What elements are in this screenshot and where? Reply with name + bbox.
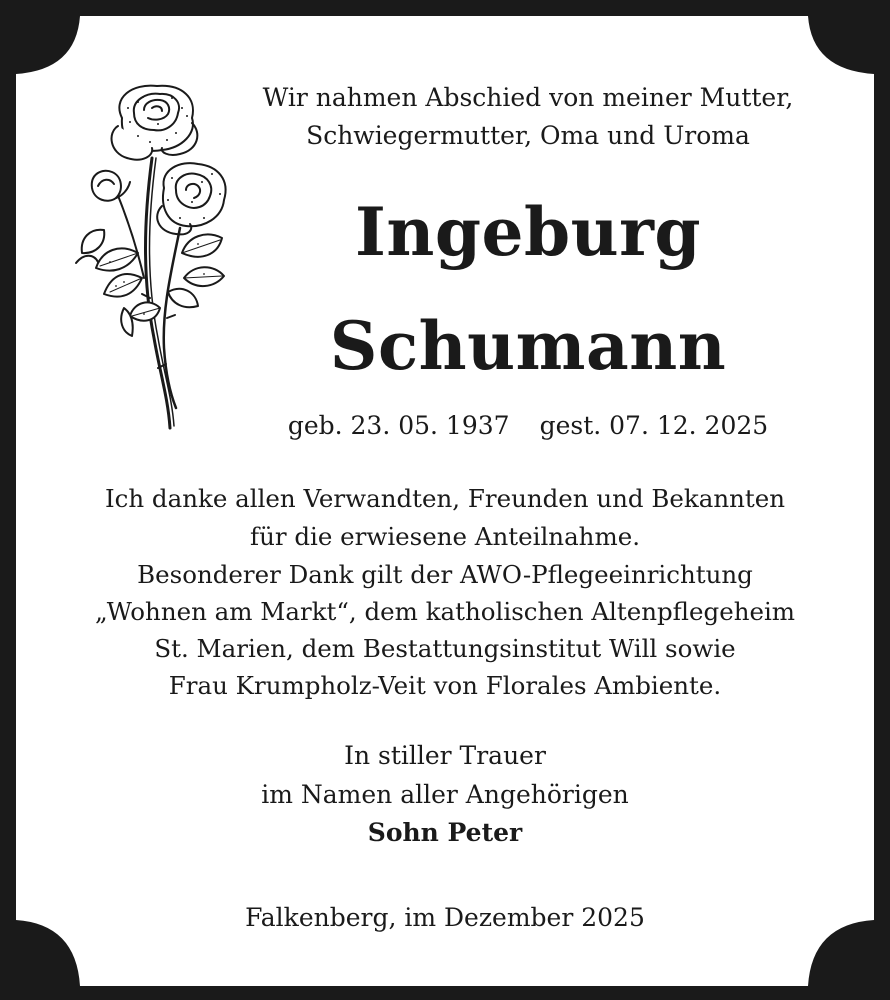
thanks-line-4: „Wohnen am Markt“, dem katholischen Altenpflegeheim: [94, 597, 796, 626]
place-date: Falkenberg, im Dezember 2025: [245, 903, 645, 932]
deceased-first-name: Ingeburg: [354, 193, 702, 271]
life-dates: [83, 408, 890, 444]
signature: Sohn Peter: [367, 818, 523, 847]
birth-date: geb. 23. 05. 1937: [287, 411, 510, 440]
thanks-line-5: St. Marien, dem Bestattungsinstitut Will sowie: [154, 634, 736, 663]
thanks-line-1: Ich danke allen Verwandten, Freunden und Bekannten: [104, 484, 786, 513]
intro-line-2: Schwiegermutter, Oma und Uroma: [306, 121, 750, 150]
thanks-line-2: für die erwiesene Anteilnahme.: [250, 522, 640, 551]
deceased-last-name: Schumann: [329, 307, 727, 385]
mourning-line-2: im Namen aller Angehörigen: [261, 780, 629, 809]
mourning-line-1: In stiller Trauer: [344, 741, 546, 770]
intro-line-1: Wir nahmen Abschied von meiner Mutter,: [262, 83, 794, 112]
thanks-line-6: Frau Krumpholz-Veit von Florales Ambiente.: [168, 671, 722, 700]
thanks-line-3: Besonderer Dank gilt der AWO-Pflegeeinrichtung: [137, 560, 753, 589]
death-date: gest. 07. 12. 2025: [539, 411, 769, 440]
